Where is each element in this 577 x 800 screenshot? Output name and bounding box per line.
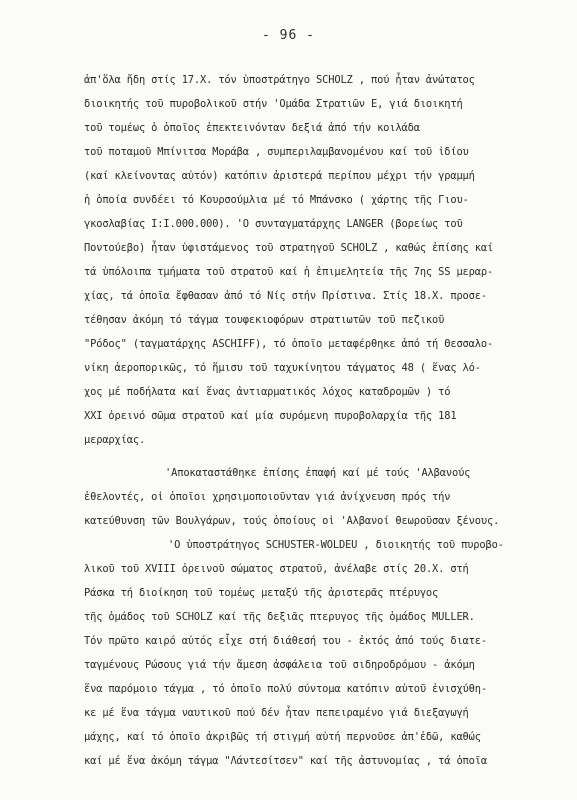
text-line: (καί κλείνοντας αὐτόν) κατόπιν ἀριστερά περίπου μέχρι τήν γραμμή bbox=[84, 170, 475, 182]
text-line: Τόν πρῶτο καιρό αὐτός εἶχε στή διάθεσή του - ἐκτός ἀπό τούς διατε- bbox=[84, 635, 487, 647]
text-line: ἐθελοντές, οἱ ὁποῖοι χρησιμοποιοῦνταν γιά ἀνίχνευση πρός τήν bbox=[84, 491, 451, 503]
text-line: μάχης, καί τό ὁποῖο ἀκριβῶς τή στιγμή αὐτή περνοῦσε ἀπ'ἐδῶ, καθώς bbox=[84, 731, 481, 743]
page-number: - 96 - bbox=[262, 28, 315, 43]
text-line: μεραρχίας. bbox=[84, 434, 146, 446]
text-line: τά ὑπόλοιπα τμήματα τοῦ στρατοῦ καί ἡ ἐπιμελητεία τῆς 7ης SS μεραρ- bbox=[84, 266, 494, 278]
text-line: διοικητής τοῦ πυροβολικοῦ στήν 'Ομάδα Στρατιῶν Ε, γιά διοικητή bbox=[84, 98, 463, 110]
text-line: "Ρόδος" (ταγματάρχης ASCHIFF), τό ὁποῖο μεταφέρθηκε ἀπό τή Θεσσαλο- bbox=[84, 338, 494, 350]
text-line: τοῦ τομέως ὁ ὁποῖος ἐπεκτεινόνταν δεξιά ἀπό τήν κοιλάδα bbox=[84, 122, 420, 134]
text-line: ταγμένους Ρώσους γιά τήν ἄμεση ἀσφάλεια τοῦ σιδηροδρόμου - ἀκόμη bbox=[84, 659, 475, 671]
text-line: λικοῦ τοῦ XVIII ὀρεινοῦ σώματος στρατοῦ, ἀνέλαβε στίς 20.Χ. στή bbox=[84, 563, 469, 575]
text-line: Ράσκα τή διοίκηση τοῦ τομέως μεταξύ τῆς ἀριστερᾶς πτέρυγος bbox=[84, 587, 439, 599]
text-line: κατεύθυνση τῶν Βουλγάρων, τούς ὁποίους οἱ 'Αλβανοί θεωροῦσαν ξένους. bbox=[84, 515, 500, 527]
text-line: ἡ ὁποία συνδέει τό Κουρσούμλια μέ τό Μπάνσκο ( χάρτης τῆς Γιου- bbox=[84, 194, 469, 206]
text-line: ἕνα παρόμοιο τάγμα , τό ὁποῖο πολύ σύντομα κατόπιν αὐτοῦ ἐνισχύθη- bbox=[84, 683, 487, 695]
text-line: 'Αποκαταστάθηκε ἐπίσης ἐπαφή καί μέ τούς 'Αλβανούς bbox=[165, 467, 471, 479]
text-line: καί μέ ἕνα ἀκόμη τάγμα "Λάντεσίτσεν" καί τῆς ἀστυνομίας , τά ὁποῖα bbox=[84, 755, 487, 767]
text-line: τῆς ὁμάδος τοῦ SCHOLZ καί τῆς δεξιᾶς πτερυγος τῆς ὁμάδος MULLER. bbox=[84, 611, 475, 623]
text-line: Ποντούεβο) ἦταν ὑφιστάμενος τοῦ στρατηγοῦ SCHOLZ , καθώς ἐπίσης καί bbox=[84, 242, 494, 254]
text-line: κε μέ ἕνα τάγμα ναυτικοῦ πού δέν ἦταν πεπειραμένο γιά διεξαγωγή bbox=[84, 707, 469, 719]
text-line: 'Ο ὑποστράτηγος SCHUSTER-WOLDEU , διοικητής τοῦ πυροβο- bbox=[168, 539, 504, 551]
text-line: χος μέ ποδήλατα καί ἕνας ἀντιαρματικός λόχος καταδρομῶν ) τό bbox=[84, 386, 451, 398]
text-line: χίας, τά ὁποῖα ἔφθασαν ἀπό τό Νίς στήν Πρίστινα. Στίς 18.Χ. προσε- bbox=[84, 290, 487, 302]
text-line: νίκη ἀεροπορικῶς, τό ἥμισυ τοῦ ταχυκίνητου τάγματος 48 ( ἕνας λό- bbox=[84, 362, 481, 374]
text-line: XXI ὀρεινό σῶμα στρατοῦ καί μία συρόμενη πυροβολαρχία τῆς 181 bbox=[84, 410, 457, 422]
text-line: γκοσλαβίας Ι:Ι.000.000). 'Ο συνταγματάρχης LANGER (βορείως τοῦ bbox=[84, 218, 463, 230]
text-line: ἀπ'ὅλα ἤδη στίς 17.Χ. τόν ὑποστράτηγο SCHOLZ , πού ἦταν ἀνώτατος bbox=[84, 74, 475, 86]
text-line: τοῦ ποταμοῦ Μπίνιτσα Μοράβα , συμπεριλαμβανομένου καί τοῦ ἰδίου bbox=[84, 146, 469, 158]
text-line: τέθησαν ἀκόμη τό τάγμα τουφεκιοφόρων στρατιωτῶν τοῦ πεζικοῦ bbox=[84, 314, 445, 326]
